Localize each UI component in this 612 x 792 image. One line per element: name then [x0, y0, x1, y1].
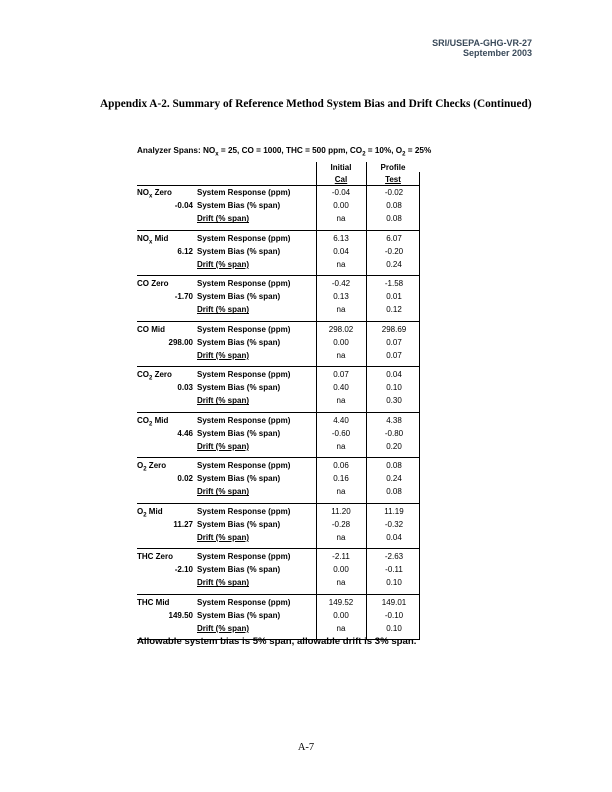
- column-divider-right: [419, 172, 420, 639]
- profile-test-value: 0.10: [386, 383, 402, 393]
- profile-test-value: -0.11: [385, 565, 403, 575]
- metric-label-drift: Drift (% span): [197, 623, 249, 633]
- group-label: $CO_2$ Mid: [137, 415, 169, 428]
- profile-test-value: -0.32: [384, 519, 404, 529]
- group-rule: [137, 548, 420, 549]
- group-label: $NO_x$ Mid: [137, 233, 169, 246]
- metric-label-response: System Response (ppm): [197, 188, 291, 197]
- group-label: THC Mid: [137, 597, 170, 607]
- table-top-rule: [137, 185, 420, 186]
- initial-cal-value: 11.20: [331, 506, 351, 516]
- initial-cal-value: na: [336, 441, 346, 451]
- profile-test-value: 0.04: [386, 370, 402, 379]
- initial-cal-value: 0.13: [333, 292, 349, 302]
- initial-cal-value: 0.06: [333, 461, 349, 470]
- group-rule: [137, 366, 420, 367]
- metric-label-bias: System Bias (% span): [197, 383, 281, 393]
- reference-value: 149.50: [168, 610, 193, 620]
- initial-cal-value: 149.52: [328, 597, 354, 607]
- metric-label-bias: System Bias (% span): [197, 474, 281, 484]
- initial-cal-value: 6.13: [333, 233, 349, 243]
- metric-label-drift: Drift (% span): [197, 532, 249, 542]
- report-date: September 2003: [462, 48, 532, 58]
- page-title: Appendix A-2. Summary of Reference Method System Bias and Drift Checks (Continued): [100, 98, 532, 110]
- initial-cal-value: 0.04: [333, 246, 349, 256]
- profile-test-value: 0.10: [386, 623, 402, 633]
- group-label: $NO_x$ Zero: [137, 188, 172, 200]
- profile-test-value: 0.08: [386, 487, 402, 497]
- initial-cal-value: -0.42: [331, 279, 351, 288]
- metric-label-response: System Response (ppm): [197, 370, 291, 379]
- group-rule: [137, 321, 420, 322]
- initial-cal-value: na: [336, 305, 346, 315]
- initial-cal-value: 0.00: [333, 337, 349, 347]
- column-divider-middle: [366, 162, 367, 639]
- profile-test-value: 11.19: [384, 506, 404, 516]
- group-rule: [137, 275, 420, 276]
- metric-label-drift: Drift (% span): [197, 305, 249, 315]
- metric-label-response: System Response (ppm): [197, 461, 291, 470]
- allowable-note: Allowable system bias is 5% span, allowable drift is 3% span.: [137, 636, 417, 647]
- initial-cal-value: 0.00: [333, 201, 349, 211]
- initial-cal-value: 0.07: [333, 370, 349, 379]
- initial-cal-value: 0.16: [333, 474, 349, 484]
- initial-cal-value: 0.00: [333, 565, 349, 575]
- reference-value: 0.03: [177, 383, 193, 393]
- group-rule: [137, 412, 420, 413]
- initial-cal-header: Initial Cal: [330, 163, 352, 184]
- profile-test-value: 6.07: [386, 233, 402, 243]
- group-label: THC Zero: [137, 552, 173, 561]
- profile-test-value: 0.07: [386, 337, 402, 347]
- reference-value: 298.00: [168, 337, 193, 347]
- profile-test-value: 0.08: [386, 461, 402, 470]
- initial-cal-value: -0.28: [331, 519, 351, 529]
- reference-value: 6.12: [177, 246, 193, 256]
- initial-cal-value: -0.60: [331, 428, 351, 438]
- initial-cal-value: 0.00: [333, 610, 349, 620]
- initial-cal-value: na: [336, 578, 346, 588]
- reference-value: -2.10: [174, 565, 193, 575]
- metric-label-response: System Response (ppm): [197, 279, 291, 288]
- metric-label-drift: Drift (% span): [197, 578, 249, 588]
- profile-test-value: 0.20: [386, 441, 402, 451]
- metric-label-bias: System Bias (% span): [197, 246, 281, 256]
- profile-test-value: 0.30: [386, 396, 402, 406]
- metric-label-response: System Response (ppm): [197, 324, 291, 334]
- metric-label-response: System Response (ppm): [197, 415, 291, 425]
- metric-label-drift: Drift (% span): [197, 396, 249, 406]
- metric-label-drift: Drift (% span): [197, 214, 249, 224]
- metric-label-bias: System Bias (% span): [197, 201, 281, 211]
- metric-label-bias: System Bias (% span): [197, 428, 281, 438]
- initial-cal-value: na: [336, 623, 346, 633]
- metric-label-response: System Response (ppm): [197, 597, 291, 607]
- metric-label-response: System Response (ppm): [197, 552, 291, 561]
- profile-test-value: 0.08: [386, 214, 402, 224]
- group-label: CO Mid: [137, 324, 165, 334]
- profile-test-header: Profile Test: [380, 163, 406, 184]
- initial-cal-value: 4.40: [333, 415, 349, 425]
- metric-label-bias: System Bias (% span): [197, 337, 281, 347]
- profile-test-value: -2.63: [384, 552, 404, 561]
- profile-test-value: 0.08: [386, 201, 402, 211]
- initial-cal-value: -0.04: [331, 188, 351, 197]
- metric-label-drift: Drift (% span): [197, 441, 249, 451]
- profile-test-value: 298.69: [381, 324, 407, 334]
- report-header: [432, 38, 532, 58]
- metric-label-response: System Response (ppm): [197, 233, 291, 243]
- profile-test-value: -0.20: [384, 246, 404, 256]
- profile-test-value: 0.12: [386, 305, 402, 315]
- reference-value: -1.70: [174, 292, 193, 302]
- metric-label-bias: System Bias (% span): [197, 519, 281, 529]
- profile-test-value: 0.10: [386, 578, 402, 588]
- initial-cal-value: 298.02: [328, 324, 354, 334]
- initial-cal-value: -2.11: [332, 552, 350, 561]
- initial-cal-value: na: [336, 259, 346, 269]
- profile-test-value: 0.07: [386, 350, 402, 360]
- profile-test-value: -1.58: [384, 279, 404, 288]
- profile-test-value: 4.38: [386, 415, 402, 425]
- page-number: A-7: [297, 742, 315, 753]
- metric-label-bias: System Bias (% span): [197, 565, 281, 575]
- reference-value: 4.46: [177, 428, 193, 438]
- group-rule: [137, 503, 420, 504]
- profile-test-value: 0.24: [386, 474, 402, 484]
- group-label: CO Zero: [137, 279, 169, 288]
- reference-value: 0.02: [177, 474, 193, 484]
- profile-test-value: 0.04: [386, 532, 402, 542]
- analyzer-spans: Analyzer Spans: $NO_x = 25$, CO = 1000, THC = 500 ppm, $CO_2 = 10\%$, $O_2 = 25\%$: [137, 146, 432, 158]
- metric-label-response: System Response (ppm): [197, 506, 291, 516]
- group-rule: [137, 230, 420, 231]
- initial-cal-value: na: [336, 396, 346, 406]
- reference-value: -0.04: [174, 201, 193, 211]
- report-id: SRI/USEPA-GHG-VR-27: [432, 38, 532, 48]
- initial-cal-value: na: [336, 487, 346, 497]
- reference-value: 11.27: [173, 519, 193, 529]
- metric-label-bias: System Bias (% span): [197, 292, 281, 302]
- profile-test-value: -0.02: [384, 188, 404, 197]
- profile-test-value: 0.24: [386, 259, 402, 269]
- initial-cal-value: na: [336, 214, 346, 224]
- metric-label-drift: Drift (% span): [197, 259, 249, 269]
- group-label: $CO_2$ Zero: [137, 370, 172, 382]
- initial-cal-value: 0.40: [333, 383, 349, 393]
- group-rule: [137, 594, 420, 595]
- group-label: $O_2$ Zero: [137, 461, 167, 473]
- metric-label-bias: System Bias (% span): [197, 610, 281, 620]
- profile-test-value: 149.01: [381, 597, 407, 607]
- initial-cal-value: na: [336, 350, 346, 360]
- profile-test-value: -0.10: [384, 610, 404, 620]
- initial-cal-value: na: [336, 532, 346, 542]
- group-label: $O_2$ Mid: [137, 506, 163, 519]
- profile-test-value: 0.01: [386, 292, 402, 302]
- profile-test-value: -0.80: [384, 428, 404, 438]
- metric-label-drift: Drift (% span): [197, 350, 249, 360]
- metric-label-drift: Drift (% span): [197, 487, 249, 497]
- group-rule: [137, 457, 420, 458]
